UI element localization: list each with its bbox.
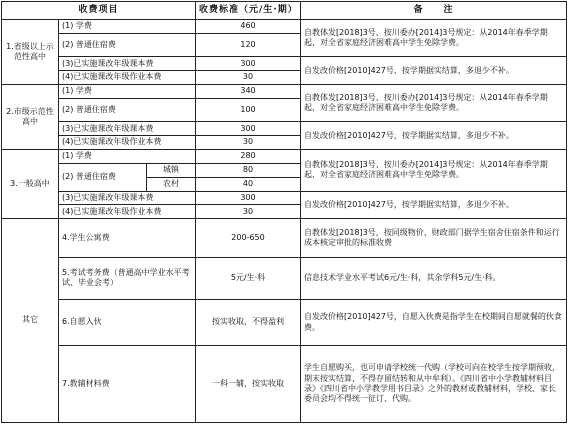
value-cell: 40	[196, 177, 301, 191]
header-item: 收费项目	[2, 2, 196, 20]
note-cell: 学生自愿购买，也可申请学校统一代购（学校可向在校学生按学期预收，期末按实结算，不得存留结转和从中牟利）。《四川省中小学教辅材料目录》《四川省中小学教学用书目录》之外的教材或教辅材料，学校、家长委员会均不得统一征订、代购。	[301, 346, 567, 423]
item-cell: (3)已实施课改年级课本费	[59, 191, 196, 205]
table-row	[2, 191, 567, 205]
note-cell: 自教体发[2018]3号、按川委办[2014]3号规定：从2014年春季学期起，对全省家庭经济困难高中学生免除学费。	[301, 150, 567, 192]
value-cell: 120	[196, 33, 301, 56]
value-cell: 30	[196, 136, 301, 150]
value-cell: 460	[196, 20, 301, 34]
table-row	[2, 20, 567, 34]
item-cell: (2) 普通住宿费	[59, 98, 196, 121]
table-row	[2, 57, 567, 71]
table-row	[2, 346, 567, 423]
table-row	[2, 300, 567, 346]
item-cell: (3)已实施课改年级课本费	[59, 57, 196, 71]
value-cell: 300	[196, 122, 301, 136]
note-cell: 自发改价格[2010]427号，按学期据实结算，多退少不补。	[301, 122, 567, 150]
sub-item-cell: 农村	[147, 177, 196, 191]
item-cell: (4)已实施课改年级作业本费	[59, 205, 196, 219]
table-row	[2, 257, 567, 300]
table-row	[2, 219, 567, 257]
item-cell: (1) 学费	[59, 85, 196, 99]
note-cell: 自教体发[2018]3号、按川委办[2014]3号规定：从2014年春季学期起，对全省家庭经济困难高中学生免除学费。	[301, 20, 567, 57]
value-cell: 30	[196, 205, 301, 219]
header-note: 备 注	[301, 2, 567, 20]
note-cell: 自发改价格[2010]427号，自愿入伙费是指学生在校期间自愿就餐的伙食费。	[301, 300, 567, 346]
value-cell: 按实收取，不得盈利	[196, 300, 301, 346]
table-row	[2, 122, 567, 136]
item-cell: 4.学生公寓费	[59, 219, 196, 257]
header-standard: 收费标准（元/生·期）	[196, 2, 301, 20]
item-cell: (2) 普通住宿费	[59, 33, 196, 56]
category-cell: 3.一般高中	[2, 150, 59, 219]
value-cell: 200-650	[196, 219, 301, 257]
category-cell: 1.省级以上示范性高中	[2, 20, 59, 85]
value-cell: 340	[196, 85, 301, 99]
table-row	[2, 150, 567, 164]
item-cell: 5.考试考务费（普通高中学业水平考试、毕业会考）	[59, 257, 196, 300]
fee-table	[1, 1, 567, 423]
item-cell: (4)已实施课改年级作业本费	[59, 136, 196, 150]
item-cell: (2) 普通住宿费	[59, 163, 147, 191]
table-row	[2, 85, 567, 99]
value-cell: 一科一辅，按实收取	[196, 346, 301, 423]
value-cell: 300	[196, 191, 301, 205]
item-cell: (1) 学费	[59, 150, 196, 164]
value-cell: 5元/生·科	[196, 257, 301, 300]
category-cell: 其它	[2, 219, 59, 423]
item-cell: 7.教辅材料费	[59, 346, 196, 423]
note-cell: 自发改价格[2010]427号，按学期据实结算，多退少不补。	[301, 57, 567, 85]
header-row	[2, 2, 567, 20]
value-cell: 30	[196, 71, 301, 85]
item-cell: (1) 学费	[59, 20, 196, 34]
value-cell: 100	[196, 98, 301, 121]
value-cell: 280	[196, 150, 301, 164]
note-cell: 自教体发[2018]3号，按同级物价、财政部门据学生宿舍住宿条件和运行成本核定审批的标准收费	[301, 219, 567, 257]
category-cell: 2.市级示范性高中	[2, 85, 59, 150]
item-cell: 6.自愿入伙	[59, 300, 196, 346]
item-cell: (4)已实施课改年级作业本费	[59, 71, 196, 85]
value-cell: 80	[196, 163, 301, 177]
note-cell: 信息技术学业水平考试6元/生·科，其余学科5元/生·科。	[301, 257, 567, 300]
item-cell: (3)已实施课改年级课本费	[59, 122, 196, 136]
note-cell: 自教体发[2018]3号、按川委办[2014]3号规定：从2014年春季学期起，对全省家庭经济困难高中学生免除学费。	[301, 85, 567, 122]
value-cell: 300	[196, 57, 301, 71]
sub-item-cell: 城镇	[147, 163, 196, 177]
note-cell: 自发改价格[2010]427号，按学期据实结算，多退少不补。	[301, 191, 567, 219]
